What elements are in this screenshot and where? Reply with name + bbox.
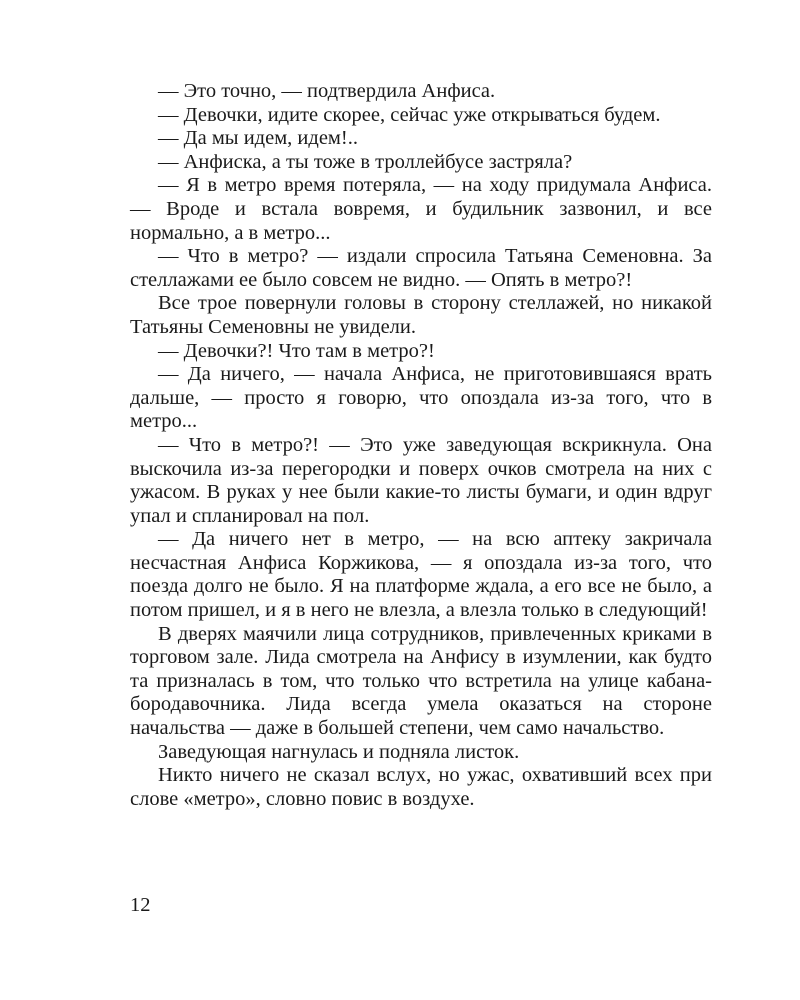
paragraph: — Девочки, идите скорее, сейчас уже открываться будем. [158,103,661,126]
body-text [130,80,712,811]
paragraph: — Я в метро время потеряла, — на ходу придумала Анфиса. — Вроде и встала вовремя, и будильник зазвонил, и все нормально, а в метро... [130,174,712,244]
paragraph: — Это точно, — подтвердила Анфиса. [158,80,496,102]
paragraph: Заведующая нагнулась и подняла листок. [158,740,520,763]
paragraph: — Что в метро? — издали спросила Татьяна Семеновна. За стеллажами ее было совсем не видно. — Опять в метро?! [130,245,712,291]
paragraph: Все трое повернули головы в сторону стеллажей, но никакой Татьяны Семеновны не увидели. [130,292,712,338]
paragraph: — Да ничего, — начала Анфиса, не приготовившаяся врать дальше, — просто я говорю, что опоздала из-за того, что в метро... [130,363,712,433]
paragraph: Никто ничего не сказал вслух, но ужас, охвативший всех при слове «метро», словно повис в воздухе. [130,764,712,810]
paragraph: В дверях маячили лица сотрудников, привлеченных криками в торговом зале. Лида смотрела на Анфису в изумлении, как будто та призналась в том, что только что встретила на улице кабана-бородавочника. Лида всегда умела оказаться на стороне начальства — даже в большей степени, чем само начальство. [130,622,712,740]
paragraph: — Да мы идем, идем!.. [158,127,358,150]
page-number: 12 [130,894,151,916]
paragraph: — Что в метро?! — Это уже заведующая вскрикнула. Она выскочила из-за перегородки и поверх очков смотрела на них с ужасом. В руках у нее были какие-то листы бумаги, и один вдруг упал и спланировал на пол. [130,433,712,527]
paragraph: — Анфиска, а ты тоже в троллейбусе застряла? [158,150,573,173]
paragraph: — Да ничего нет в метро, — на всю аптеку закричала несчастная Анфиса Коржикова, — я опоздала из-за того, что поезда долго не было. Я на платформе ждала, а его все не было, а потом пришел, и я в него не влезла, а влезла только в следующий! [130,528,712,622]
paragraph: — Девочки?! Что там в метро?! [158,339,435,362]
